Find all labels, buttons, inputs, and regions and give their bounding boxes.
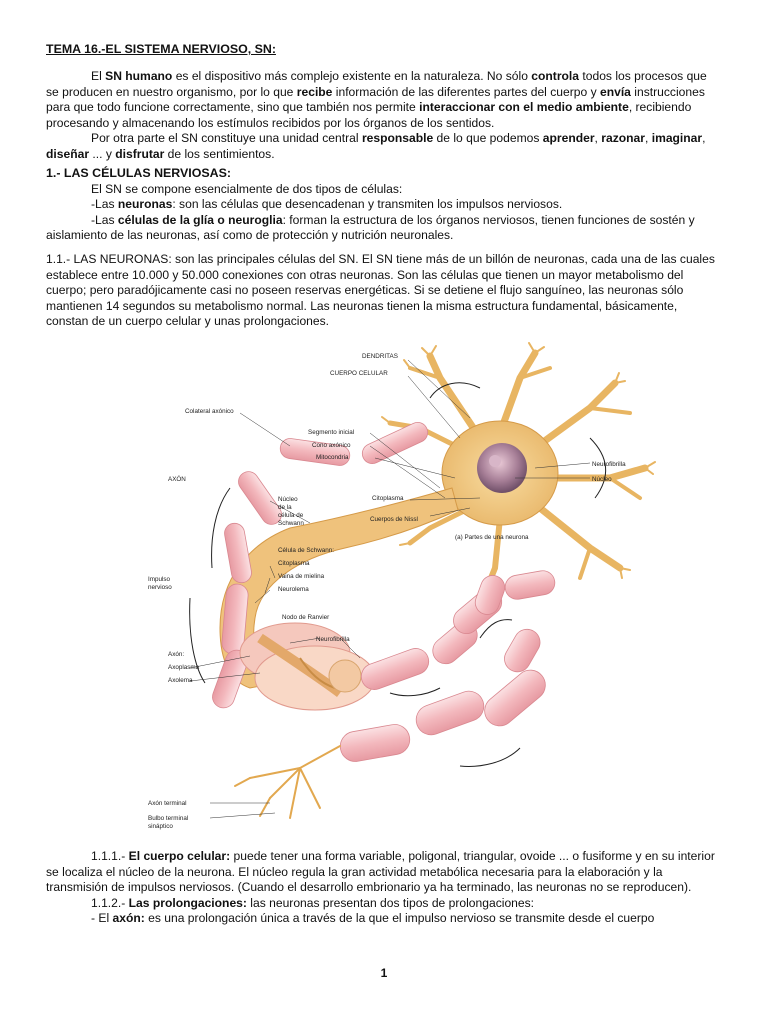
label-neurofibrilla-right: Neurofibrilla (592, 461, 626, 468)
label-axon-2: Axón: (168, 651, 185, 658)
label-cuerpo-celular: CUERPO CELULAR (330, 370, 388, 377)
text-run: , (702, 131, 706, 146)
text-run: instrucciones para que todo funcione correctamente, sino que también nos permite (46, 84, 705, 115)
bold-term: envía (599, 84, 631, 99)
bold-term: diseñar (46, 146, 90, 161)
prolongaciones-paragraph (46, 896, 722, 912)
bold-term: imaginar (651, 131, 703, 146)
bold-term: El cuerpo celular: (128, 849, 231, 863)
bold-term: Las prolongaciones: (128, 895, 247, 910)
cells-item-neuronas (46, 197, 722, 213)
cells-section (46, 166, 722, 244)
text-run: todos los procesos que se producen en nuestro organismo, por lo que (46, 69, 707, 99)
diagram-labels (148, 353, 626, 830)
nucleus (477, 443, 527, 493)
page-title: TEMA 16.-EL SISTEMA NERVIOSO, SN: (46, 42, 276, 56)
cuerpo-celular-paragraph (46, 849, 722, 896)
text-run: El (91, 69, 106, 83)
text-run: -Las (91, 197, 118, 212)
text-run: - El (91, 911, 113, 926)
neuron-diagram (140, 338, 700, 838)
label-bulbo-2: sináptico (148, 823, 173, 830)
text-run: , (594, 131, 602, 146)
text-run: -Las (91, 212, 118, 227)
bold-term: responsable (361, 131, 434, 146)
intro-section (46, 69, 722, 163)
label-celula-schwann: Célula de Schwann: (278, 547, 335, 554)
neuronas-paragraph: 1.1.- LAS NEURONAS: son las principales células del SN. El SN tiene más de un billón de neuronas, cada una de las cuales establece entre 10.000 y 50.000 conexiones con otras neuronas. Son las células que tienen un mayor metabolismo del cuerpo; pero paradójicamente casi no poseen reservas energéticas. Si se detiene el flujo sanguíneo, las neuronas sólo mantienen 14 segundos su metabolismo normal. Las neuronas tienen la misma estructura fundamental, básicamente, constan de un cuerpo celular y unas prolongaciones. (46, 252, 715, 329)
label-dendritas: DENDRITAS (362, 353, 398, 360)
label-bulbo-1: Bulbo terminal (148, 815, 189, 822)
label-axolema: Axolema (168, 677, 193, 684)
bold-term: disfrutar (115, 146, 165, 161)
bold-term: aprender (542, 131, 595, 146)
bold-term: razonar (601, 131, 645, 146)
page-title-block (46, 42, 722, 58)
intro-paragraph-2 (46, 131, 722, 162)
label-citoplasma-2: Citoplasma (278, 560, 310, 567)
myelin-segments-lower (338, 569, 557, 764)
bold-term: neuronas (117, 197, 173, 212)
label-impulso-1: Impulso (148, 576, 171, 583)
bold-term: axón: (112, 911, 145, 926)
text-run: es el dispositivo más complejo existente en la naturaleza. No sólo (172, 69, 532, 83)
axon-paragraph (46, 911, 722, 927)
label-nucleo-schwann-4: Schwann (278, 520, 304, 527)
label-nucleo-schwann-3: célula de (278, 512, 304, 519)
bold-term: controla (531, 69, 580, 83)
text-run: 1.1.2.- (91, 895, 129, 910)
cutaway-section (240, 623, 375, 710)
label-mitocondria: Mitocondria (316, 454, 349, 461)
label-nodo-ranvier: Nodo de Ranvier (282, 614, 330, 621)
text-run: de lo que podemos (433, 131, 543, 146)
figure-caption: (a) Partes de una neurona (455, 534, 529, 541)
text-run: es una prolongación única a través de la que el impulso nervioso se transmite desde el cuerpo (144, 911, 655, 926)
label-impulso-2: nervioso (148, 584, 172, 591)
label-neurolema: Neurolema (278, 586, 309, 593)
label-axoplasma: Axoplasma (168, 664, 200, 671)
text-run: de los sentimientos. (164, 146, 275, 161)
label-vaina-mielina: Vaina de mielina (278, 573, 325, 580)
page-number: 1 (380, 966, 388, 980)
text-run: información de las diferentes partes del cuerpo y (332, 84, 600, 99)
neuronas-section (46, 252, 722, 330)
section-heading-cells: 1.- LAS CÉLULAS NERVIOSAS: (46, 166, 231, 180)
label-cono-axonico: Cono axónico (312, 442, 351, 449)
text-run: , (644, 131, 652, 146)
text-run: Por otra parte el SN constituye una unidad central (91, 131, 362, 146)
axon-terminal (235, 746, 340, 818)
label-segmento-inicial: Segmento inicial (308, 429, 355, 436)
bold-term: células de la glía o neuroglia (117, 212, 283, 227)
label-axon-terminal: Axón terminal (148, 800, 187, 807)
text-run: , recibiendo procesando y almacenando los estímulos recibidos por los órganos de los sentidos. (46, 100, 692, 130)
label-citoplasma: Citoplasma (372, 495, 404, 502)
bold-term: interaccionar con el medio ambiente (419, 100, 629, 115)
text-run: : son las células que desencadenan y transmiten los impulsos nerviosos. (172, 197, 563, 212)
bold-term: recibe (296, 84, 333, 99)
label-nucleo-schwann-1: Núcleo (278, 496, 298, 503)
bold-term: SN humano (105, 69, 173, 83)
label-axon: AXÓN (168, 476, 186, 483)
text-run: las neuronas presentan dos tipos de prolongaciones: (246, 895, 535, 910)
label-nucleo-right: Núcleo (592, 476, 612, 483)
label-colateral-axonico: Colateral axónico (185, 408, 234, 415)
cells-lead: El SN se compone esencialmente de dos tipos de células: (91, 181, 403, 196)
text-run: puede tener una forma variable, poligonal, triangular, ovoide ... o fusiforme y en su interior se localiza el núcleo de la neurona. El núcleo regula la gran actividad metabólica necesaria para la elaboración y la transmisión de impulsos nerviosos. (Cuando el desarrollo embrionario ya ha terminado, las neuronas no se reproducen). (46, 849, 715, 895)
text-run: : forman la estructura de los órganos nerviosos, tienen funciones de sostén y aislamiento de las neuronas, así como de protección y nutrición neuronales. (46, 212, 695, 243)
label-nucleo-schwann-2: de la (278, 504, 292, 511)
cells-item-glia (46, 213, 722, 244)
text-run: 1.1.1.- (91, 849, 129, 863)
text-run: ... y (89, 146, 116, 161)
cuerpo-celular-section (46, 849, 722, 927)
label-neurofibrilla-center: Neurofibrilla (316, 636, 350, 643)
label-cuerpos-nissl: Cuerpos de Nissl (370, 516, 418, 523)
intro-paragraph-1 (46, 69, 722, 131)
